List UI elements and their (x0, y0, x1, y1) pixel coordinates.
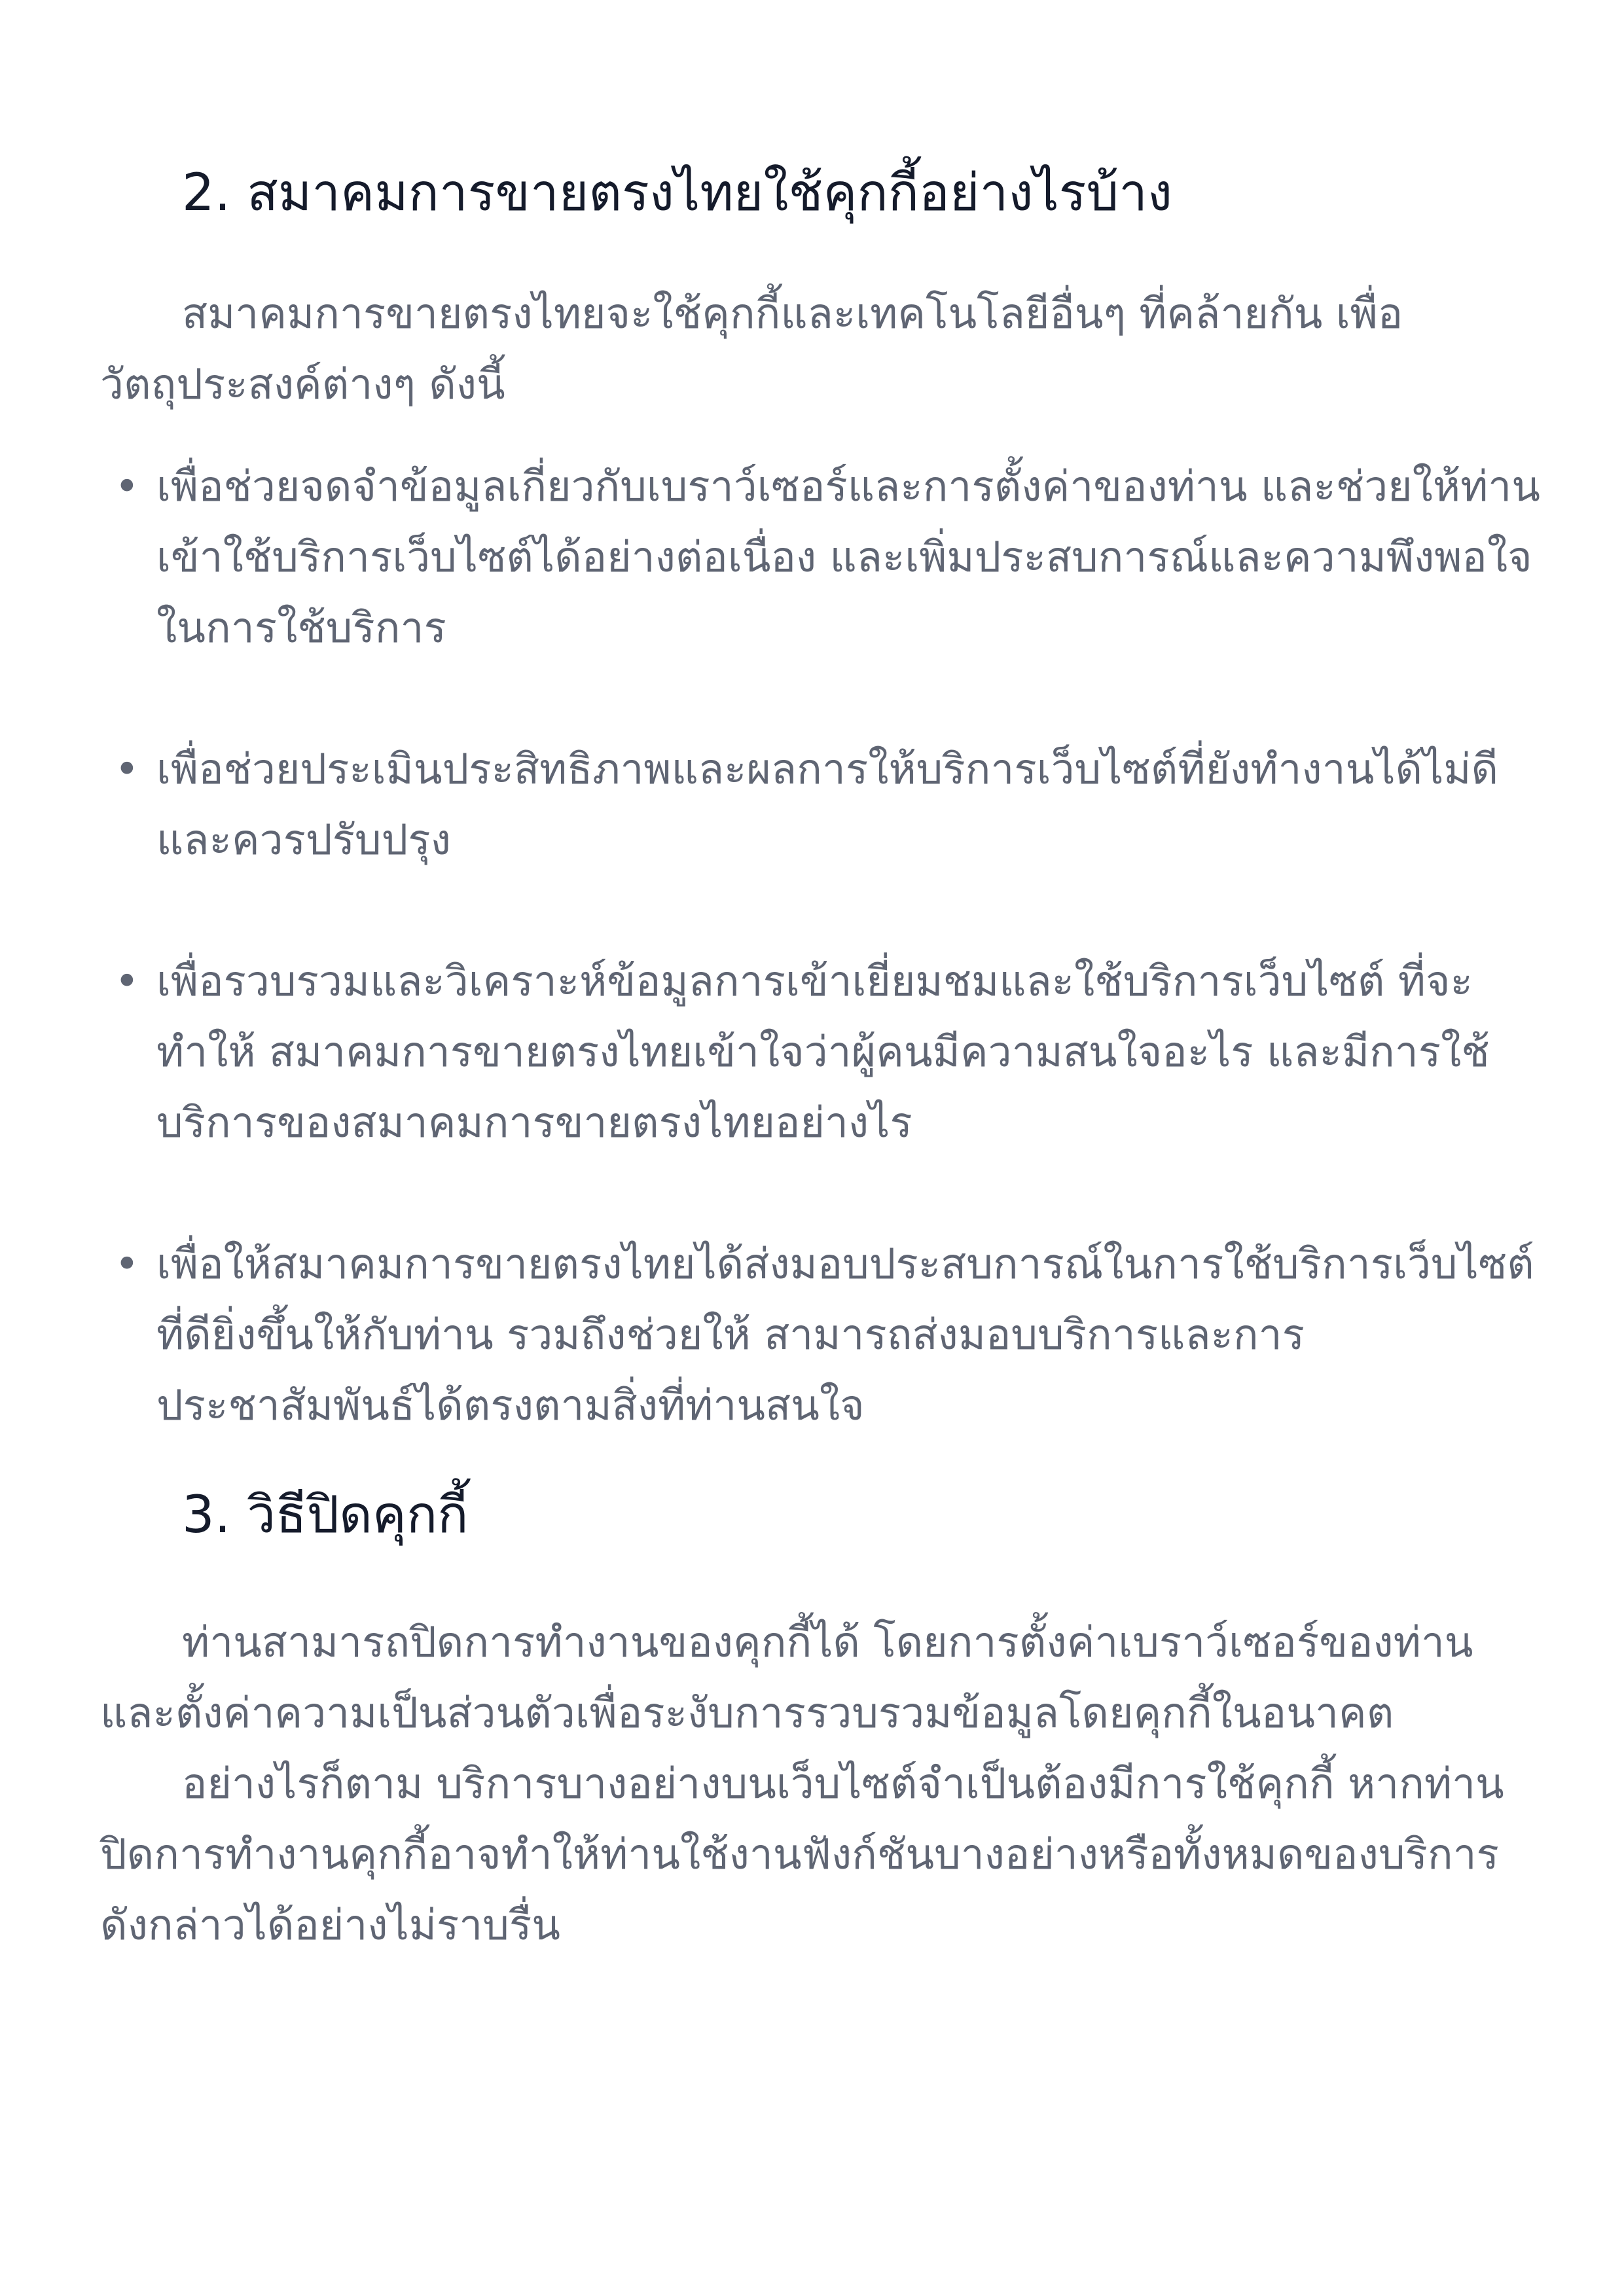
bullet-dot-icon: • (115, 745, 139, 794)
purpose-bullet-text: เพื่อให้สมาคมการขายตรงไทยได้ส่งมอบประสบการณ์ในการใช้บริการเว็บไซต์ที่ดียิ่งขึ้นให้กับท่าน รวมถึงช่วยให้ สามารถส่งมอบบริการและการประชาสัมพันธ์ได้ตรงตามสิ่งที่ท่านสนใจ (156, 1240, 1534, 1430)
disable-cookies-paragraph: ท่านสามารถปิดการทำงานของคุกกี้ได้ โดยการตั้งค่าเบราว์เซอร์ของท่านและตั้งค่าความเป็นส่วนตัวเพื่อระงับการรวบรวมข้อมูลโดยคุกกี้ในอนาคต (100, 1619, 1473, 1738)
purpose-bullet-text: เพื่อรวบรวมและวิเคราะห์ข้อมูลการเข้าเยี่ยมชมและใช้บริการเว็บไซต์ ที่จะทำให้ สมาคมการขายตรงไทยเข้าใจว่าผู้คนมีความสนใจอะไร และมีการใช้บริการของสมาคมการขายตรงไทยอย่างไร (156, 958, 1490, 1147)
section-2-intro-paragraph: สมาคมการขายตรงไทยจะใช้คุกกี้และเทคโนโลยีอื่นๆ ที่คล้ายกัน เพื่อวัตถุประสงค์ต่างๆ ดังนี้ (100, 290, 1403, 409)
purpose-bullet-list (100, 452, 1540, 1441)
bullet-dot-icon: • (115, 463, 139, 511)
section-2-heading: 2. สมาคมการขายตรงไทยใช้คุกกี้อย่างไรบ้าง (182, 164, 1172, 223)
purpose-bullet-item (100, 734, 1540, 876)
purpose-bullet-text: เพื่อช่วยจดจำข้อมูลเกี่ยวกับเบราว์เซอร์และการตั้งค่าของท่าน และช่วยให้ท่านเข้าใช้บริการเว็บไซต์ได้อย่างต่อเนื่อง และเพิ่มประสบการณ์และความพึงพอใจในการใช้บริการ (156, 463, 1540, 653)
purpose-bullet-text: เพื่อช่วยประเมินประสิทธิภาพและผลการให้บริการเว็บไซต์ที่ยังทำงานได้ไม่ดีและควรปรับปรุง (156, 745, 1498, 865)
section-3-heading: 3. วิธีปิดคุกกี้ (182, 1486, 469, 1545)
bullet-dot-icon: • (115, 958, 139, 1006)
purpose-bullet-item (100, 946, 1540, 1158)
document-page (100, 157, 1540, 1961)
bullet-dot-icon: • (115, 1240, 139, 1289)
purpose-bullet-item (100, 452, 1540, 664)
cookies-warning-paragraph: อย่างไรก็ตาม บริการบางอย่างบนเว็บไซต์จำเป็นต้องมีการใช้คุกกี้ หากท่านปิดการทำงานคุกกี้อาจทำให้ท่านใช้งานฟังก์ชันบางอย่างหรือทั้งหมดของบริการดังกล่าวได้อย่างไม่ราบรื่น (100, 1760, 1504, 1950)
purpose-bullet-item (100, 1229, 1540, 1441)
